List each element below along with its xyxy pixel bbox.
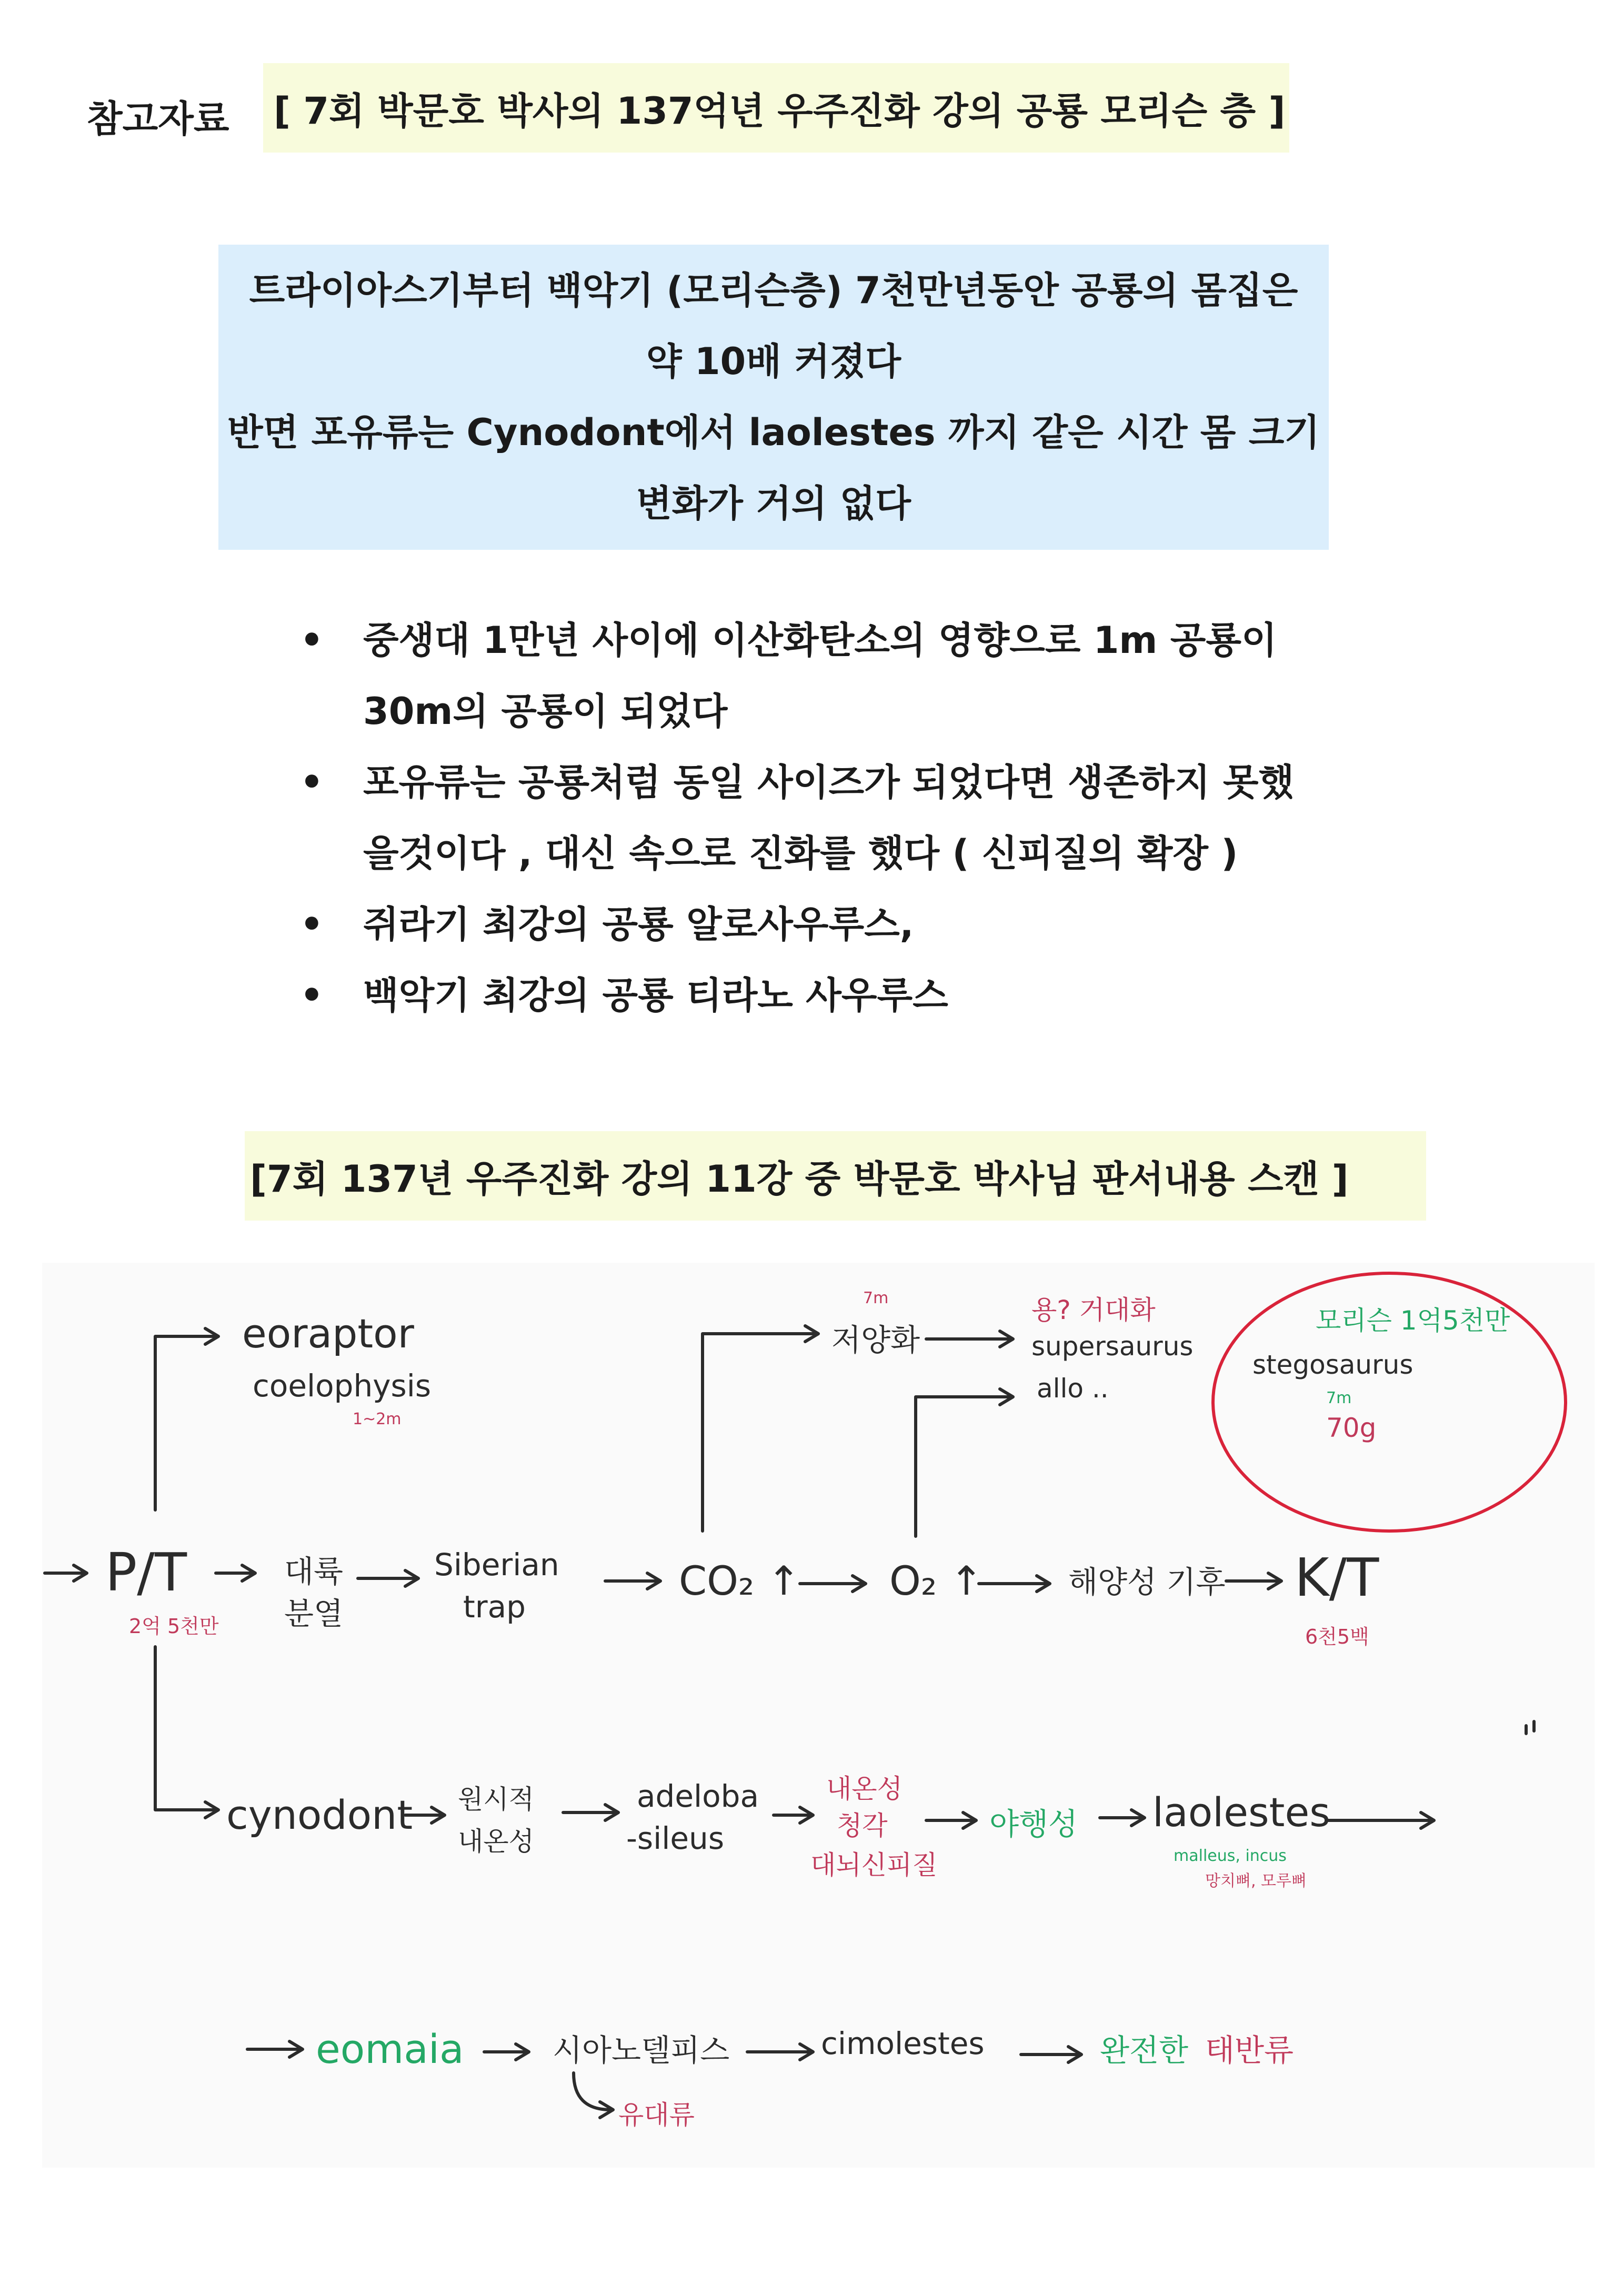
supersaurus-label: supersaurus xyxy=(1031,1331,1194,1362)
branch-line-up xyxy=(155,1336,216,1510)
arrow xyxy=(45,1565,87,1581)
adelobasileus-label-1: adeloba xyxy=(637,1778,759,1814)
endothermy-label: 내온성 xyxy=(826,1774,903,1804)
bullet-item: • 중생대 1만년 사이에 이산화탄소의 영향으로 1m 공룡이 xyxy=(300,605,1352,676)
arrow xyxy=(1226,1573,1281,1589)
whiteboard-scan xyxy=(42,1263,1595,2168)
continent-split-2: 분열 xyxy=(284,1596,344,1632)
arrow xyxy=(605,1573,660,1589)
pt-date: 2억 5천만 xyxy=(129,1615,219,1638)
siberian-label: Siberian xyxy=(434,1547,559,1583)
morrison-formation-label: 모리슨 1억5천만 xyxy=(1316,1305,1510,1336)
primitive-label-1: 원시적 xyxy=(458,1784,534,1815)
bullet-continuation xyxy=(300,676,1352,747)
co2-rise: CO₂ ↑ xyxy=(679,1557,801,1604)
hammer-anvil-label: 망치뼈, 모루뼈 xyxy=(1205,1872,1307,1890)
o2-rise: O₂ ↑ xyxy=(889,1557,984,1604)
arrow xyxy=(1326,1812,1434,1828)
arrow xyxy=(216,1565,255,1581)
gigantism-label: 용? 거대화 xyxy=(1031,1295,1156,1325)
coelophysis-label: coelophysis xyxy=(253,1368,432,1404)
arrow xyxy=(747,2044,813,2060)
reference-title: [ 7회 박문호 박사의 137억년 우주진화 강의 공룡 모리슨 층 ] xyxy=(263,63,1289,153)
cimolestes-label: cimolestes xyxy=(821,2026,985,2061)
bullet-item: • 백악기 최강의 공룡 티라노 사우루스 xyxy=(300,960,1352,1031)
bullet-list xyxy=(300,605,1352,1031)
arrow xyxy=(1100,1810,1145,1826)
cynodont-label: cynodont xyxy=(226,1791,413,1838)
arrow xyxy=(800,1576,866,1592)
placental-label: 태반류 xyxy=(1205,2032,1294,2068)
laolestes-label: laolestes xyxy=(1152,1789,1330,1836)
sinodelphys-label: 시아노델피스 xyxy=(553,2032,730,2068)
hearing-label: 청각 xyxy=(837,1810,888,1841)
stegosaurus-weight: 70g xyxy=(1326,1413,1377,1443)
complete-label: 완전한 xyxy=(1100,2032,1189,2068)
nocturnal-label: 야행성 xyxy=(989,1806,1078,1842)
bullet-item: • 쥐라기 최강의 공룡 알로사우루스, xyxy=(300,889,1352,960)
coelophysis-size: 1~2m xyxy=(353,1410,402,1428)
stegosaurus-size: 7m xyxy=(1326,1389,1352,1407)
arrow xyxy=(926,1331,1013,1347)
summary-line: 약 10배 커졌다 xyxy=(646,340,901,383)
trap-label: trap xyxy=(463,1589,526,1625)
continent-split-1: 대륙 xyxy=(284,1554,344,1589)
bullet-continuation xyxy=(300,818,1352,889)
bullet-text: 30m의 공룡이 되었다 xyxy=(363,690,728,733)
adelobasileus-label-2: -sileus xyxy=(626,1820,725,1856)
branch-line-co2 xyxy=(703,1334,816,1531)
bullet-text: 을것이다 , 대신 속으로 진화를 했다 ( 신피질의 확장 ) xyxy=(363,832,1238,875)
marsupial-label: 유대류 xyxy=(618,2100,695,2130)
scan-title: [7회 137년 우주진화 강의 11강 중 박문호 박사님 판서내용 스캔 ] xyxy=(245,1131,1426,1221)
branch-line-o2 xyxy=(916,1397,1010,1536)
malleus-incus-label: malleus, incus xyxy=(1174,1847,1287,1865)
summary-line: 반면 포유류는 Cynodont에서 laolestes 까지 같은 시간 몸 크기 xyxy=(227,411,1320,454)
stegosaurus-label: stegosaurus xyxy=(1252,1350,1414,1380)
bullet-item: • 포유류는 공룡처럼 동일 사이즈가 되었다면 생존하지 못했 xyxy=(300,747,1352,818)
hook-arrow xyxy=(574,2073,613,2118)
arrow xyxy=(484,2044,529,2060)
neocortex-label: 대뇌신피질 xyxy=(810,1850,938,1880)
branch-line-down xyxy=(155,1647,216,1810)
primitive-label-2: 내온성 xyxy=(458,1826,534,1857)
marine-climate: 해양성 기후 xyxy=(1068,1564,1226,1600)
arrow xyxy=(1021,2047,1081,2062)
eoraptor-label: eoraptor xyxy=(242,1310,414,1357)
arrow xyxy=(774,1807,813,1823)
summary-box xyxy=(218,245,1329,550)
summary-line: 트라이아스기부터 백악기 (모리슨층) 7천만년동안 공룡의 몸집은 xyxy=(249,269,1298,312)
allo-label: allo .. xyxy=(1037,1373,1109,1404)
reference-label: 참고자료 xyxy=(87,97,229,140)
arrow xyxy=(926,1812,976,1828)
kt-boundary: K/T xyxy=(1295,1547,1379,1608)
arrow xyxy=(358,1570,418,1586)
arrow xyxy=(979,1576,1050,1592)
arrow xyxy=(563,1805,618,1820)
kt-date: 6천5백 xyxy=(1305,1625,1369,1648)
pt-boundary: P/T xyxy=(105,1542,187,1603)
summary-line: 변화가 거의 없다 xyxy=(636,482,911,525)
seven-m-note: 7m xyxy=(863,1289,889,1307)
scan-mark xyxy=(1526,1721,1534,1734)
eomaia-label: eomaia xyxy=(316,2026,464,2072)
low-oxygen-label: 저양화 xyxy=(831,1322,920,1358)
